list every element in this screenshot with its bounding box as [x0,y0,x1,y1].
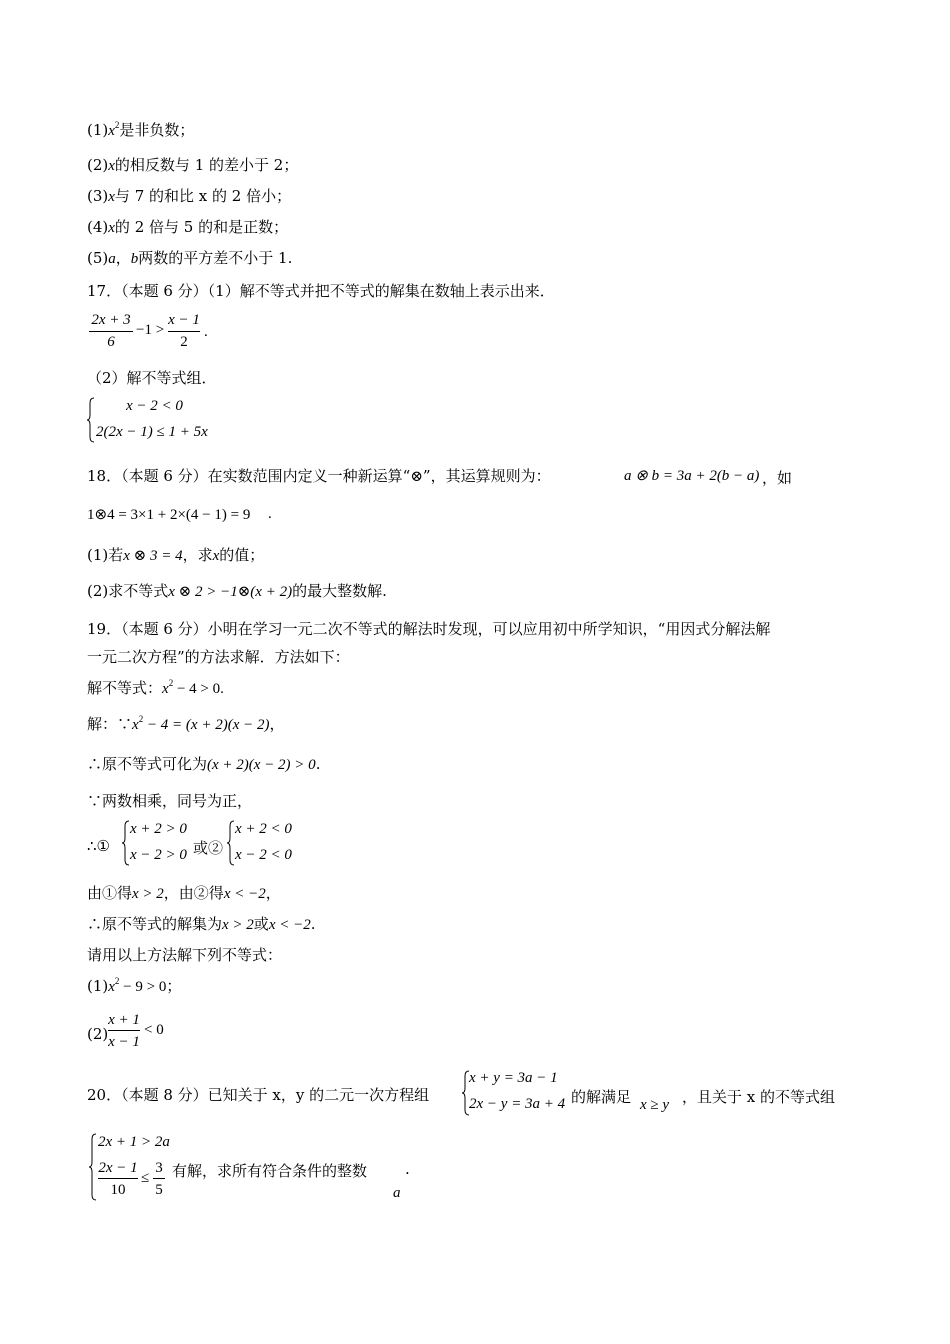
q17-brace-icon [86,397,96,443]
q19-task2-frac-bar [108,1030,140,1031]
q19-task: 请用以上方法解下列不等式： [87,946,283,964]
q18-rule-tail: ，如 [762,469,793,487]
q19-task2-tail: < 0 [144,1022,164,1038]
q17-frac2-den: 2 [180,334,188,350]
q17-header: 17．（本题 6 分）（1）解不等式并把不等式的解集在数轴上表示出来． [87,282,555,300]
q20-tail: ，且关于 x 的不等式组 [682,1088,835,1106]
q19-case1-label: ∴① [87,837,110,855]
q16-item-1: $(1)x^2$是非负数； [87,120,195,139]
q16-item-3: (3)x与 7 的和比 x 的 2 倍小； [87,187,292,205]
q20-ineq2-rnum: 3 [155,1160,163,1176]
q17-frac1-bar [89,331,133,332]
q17-frac2-num: x − 1 [168,312,200,328]
q18-rule: a ⊗ b = 3a + 2(b − a) [624,468,760,484]
q18-example-tail: . [268,506,272,522]
q18-part2: (2)求不等式x ⊗ 2 > −1⊗(x + 2)的最大整数解. [87,582,387,600]
q20-ineq2-num: 2x − 1 [98,1160,138,1176]
q20-eq1: x + y = 3a − 1 [469,1070,558,1086]
q20-eq2: 2x − y = 3a + 4 [469,1096,566,1112]
q20-ineq2-bar [98,1178,138,1179]
q20-ineq2-rbar [153,1178,165,1179]
q20-ineq2-rden: 5 [155,1182,163,1198]
q20-ineq2-rel: ≤ [141,1170,150,1186]
q16-item-5: (5)a，b两数的平方差不小于 1. [87,249,293,267]
q16-item-2: (2)x的相反数与 1 的差小于 2； [87,156,299,174]
q17-frac1-den: 6 [107,334,115,350]
q20-ask: 有解，求所有符合条件的整数 [172,1162,368,1180]
q19-line2: 一元二次方程”的方法求解．方法如下： [87,648,350,666]
q19-case-or: 或② [193,839,224,857]
q20-ineq1: 2x + 1 > 2a [98,1134,170,1150]
q20-ask-var: a [393,1185,401,1201]
q20-cond: x ≥ y [640,1097,670,1113]
q20-ask-end: . [405,1160,410,1178]
q19-solution: 解：$\because x^2 - 4 = (x + 2)(x - 2)$， [87,714,285,733]
q19-case2-line1: x + 2 < 0 [235,821,292,837]
q18-example: 1⊗4 = 3×1 + 2×(4 − 1) = 9 [87,507,251,523]
q19-final: ∴原不等式的解集为x > 2或x < −2. [87,915,316,933]
q17-end: . [204,324,208,340]
q19-line1: 19．（本题 6 分）小明在学习一元二次不等式的解法时发现，可以应用初中所学知识，“用因式分解法解 [87,620,771,638]
q19-solve: 解不等式：$x^2 - 4 > 0$. [87,678,224,697]
q17-sys-line2: 2(2x − 1) ≤ 1 + 5x [96,424,208,440]
q19-case1-line2: x − 2 > 0 [130,847,187,863]
q20-head: 20．（本题 8 分）已知关于 x，y 的二元一次方程组 [87,1086,430,1104]
q19-task2-frac-num: x + 1 [108,1012,140,1028]
q17-mid: −1 > [136,322,165,338]
q19-results: 由①得x > 2，由②得x < −2， [87,884,281,902]
q19-task2-num: (2) [87,1025,109,1043]
q19-case1-line1: x + 2 > 0 [130,821,187,837]
q17-part2: （2）解不等式组． [87,369,217,387]
q17-frac1-num: 2x + 3 [91,312,131,328]
q19-task1: $(1)x^2 - 9 > 0$； [87,976,182,995]
q16-item-4: (4)x的 2 倍与 5 的和是正数； [87,218,289,236]
q18-part1: (1)若x ⊗ 3 = 4，求x的值； [87,546,265,564]
q19-case2-line2: x − 2 < 0 [235,847,292,863]
q19-transform: ∴原不等式可化为(x + 2)(x − 2) > 0. [87,755,321,773]
q18-header: 18．（本题 6 分）在实数范围内定义一种新运算“⊗”，其运算规则为： [87,467,551,485]
q19-task2-frac-den: x − 1 [108,1034,140,1050]
q17-frac2-bar [168,331,200,332]
q19-reason: ∵两数相乘，同号为正， [87,792,253,810]
q20-ineq2-den: 10 [110,1182,126,1198]
q20-mid: 的解满足 [571,1088,632,1106]
q17-sys-line1: x − 2 < 0 [126,398,183,414]
